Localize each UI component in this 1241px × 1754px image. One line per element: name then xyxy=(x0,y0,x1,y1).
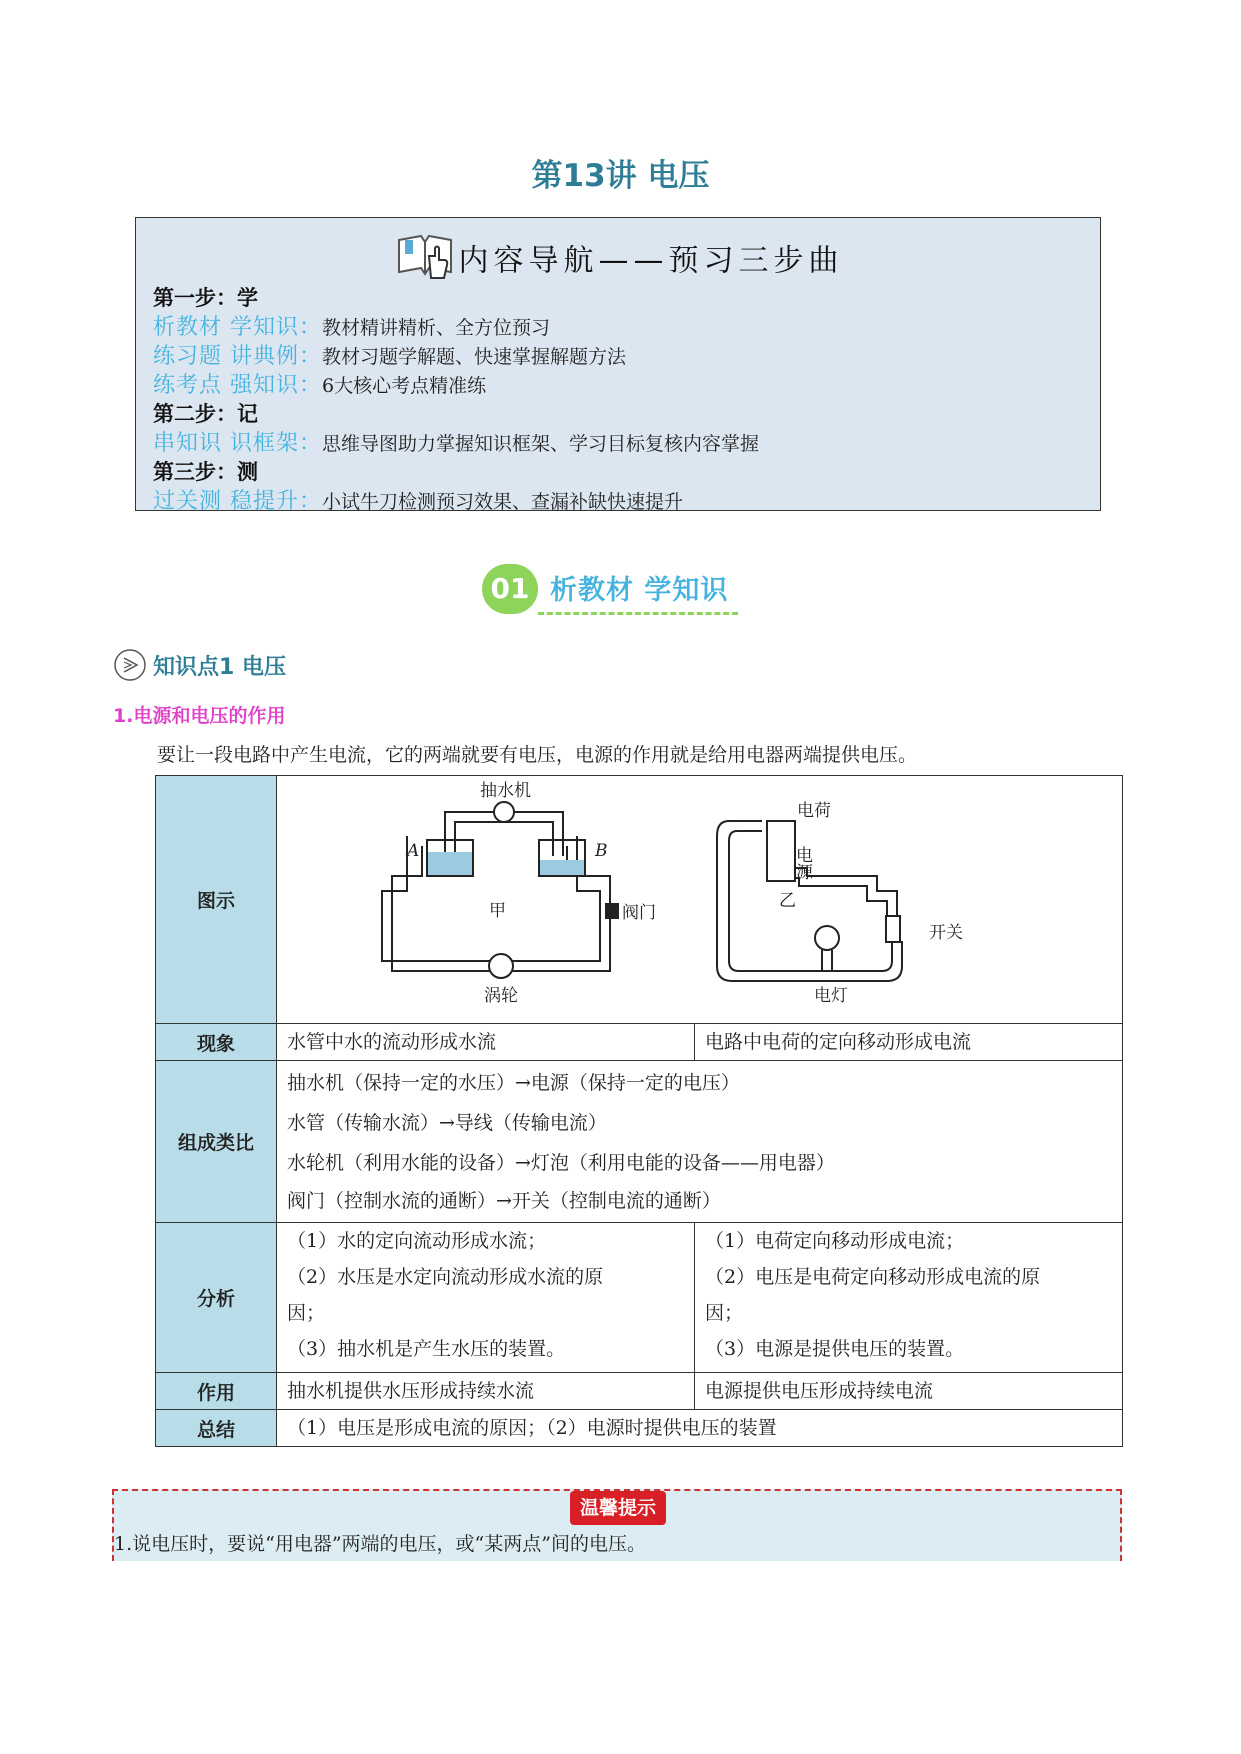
jia-label: 甲 xyxy=(489,901,506,921)
nav-desc: 思维导图助力掌握知识框架、学习目标复核内容掌握 xyxy=(322,433,760,455)
a-label: A xyxy=(407,841,420,861)
analysis-line: （3）电源是提供电压的装置。 xyxy=(705,1338,965,1360)
analysis-line: 因； xyxy=(705,1302,744,1324)
table-row-figure xyxy=(156,776,1123,1024)
function-left: 抽水机提供水压形成持续水流 xyxy=(277,1373,695,1410)
table-row-analysis xyxy=(156,1223,1123,1373)
switch-label: 开关 xyxy=(929,923,963,943)
analogy-line: 水管（传输水流）→导线（传输电流） xyxy=(287,1112,607,1134)
charge-label: 电荷 xyxy=(797,801,831,821)
nav-key: 练习题 讲典例： xyxy=(153,344,322,369)
nav-desc: 教材习题学解题、快速掌握解题方法 xyxy=(322,346,627,368)
circuit-analogy-figure xyxy=(277,776,1122,1022)
nav-key: 过关测 稳提升： xyxy=(153,489,322,514)
b-label: B xyxy=(595,841,608,861)
row-label-summary: 总结 xyxy=(156,1410,277,1447)
nav-line-2 xyxy=(153,342,1083,371)
source-label: 电源 xyxy=(792,846,812,880)
analysis-line: 因； xyxy=(287,1302,326,1324)
nav-line-4 xyxy=(153,429,1083,458)
lamp-label: 电灯 xyxy=(814,986,848,1006)
summary-cell: （1）电压是形成电流的原因；（2）电源时提供电压的装置 xyxy=(277,1410,1123,1447)
analysis-line: （2）水压是水定向流动形成水流的原 xyxy=(287,1266,604,1288)
arrow-circle-icon xyxy=(113,648,149,688)
row-label-analogy: 组成类比 xyxy=(156,1061,277,1223)
electric-circuit-diagram xyxy=(717,821,902,981)
phenomenon-left: 水管中水的流动形成水流 xyxy=(277,1024,695,1061)
yi-label: 乙 xyxy=(779,891,796,911)
section-number: 01 xyxy=(482,564,538,614)
knowledge-point-label: 知识点1 电压 xyxy=(153,655,286,680)
row-label-figure: 图示 xyxy=(156,776,277,1024)
function-right: 电源提供电压形成持续电流 xyxy=(695,1373,1123,1410)
analysis-left xyxy=(277,1223,695,1373)
intro-paragraph: 要让一段电路中产生电流，它的两端就要有电压，电源的作用就是给用电器两端提供电压。 xyxy=(157,744,918,766)
analogy-line: 抽水机（保持一定的水压）→电源（保持一定的电压） xyxy=(287,1072,740,1094)
pump-label: 抽水机 xyxy=(480,781,531,801)
row-label-function: 作用 xyxy=(156,1373,277,1410)
nav-line-5 xyxy=(153,487,1083,516)
step-one: 第一步：学 xyxy=(153,286,258,310)
analogy-line: 水轮机（利用水能的设备）→灯泡（利用电能的设备——用电器） xyxy=(287,1152,835,1174)
analysis-line: （2）电压是电荷定向移动形成电流的原 xyxy=(705,1266,1041,1288)
nav-desc: 6大核心考点精准练 xyxy=(322,375,487,397)
content-navigation-box xyxy=(135,217,1101,514)
section-badge xyxy=(482,560,762,620)
analogy-cell xyxy=(277,1061,1123,1223)
table-row-summary xyxy=(156,1410,1123,1447)
analysis-line: （1）水的定向流动形成水流； xyxy=(287,1230,547,1252)
analysis-line: （1）电荷定向移动形成电流； xyxy=(705,1230,965,1252)
step-three: 第三步：测 xyxy=(153,460,258,484)
analysis-right xyxy=(695,1223,1123,1373)
nav-heading-text: 内容导航——预习三步曲 xyxy=(458,243,844,279)
nav-lines xyxy=(153,284,1083,516)
turbine-label: 涡轮 xyxy=(484,986,518,1006)
water-circuit-diagram xyxy=(382,802,618,978)
comparison-table xyxy=(155,775,1123,1447)
nav-desc: 教材精讲精析、全方位预习 xyxy=(322,317,551,339)
nav-line-3 xyxy=(153,371,1083,400)
book-pointer-icon xyxy=(395,232,455,292)
row-label-analysis: 分析 xyxy=(156,1223,277,1373)
tip-box xyxy=(112,1489,1122,1561)
table-row-analogy xyxy=(156,1061,1123,1223)
nav-line-1 xyxy=(153,313,1083,342)
page-title: 第13讲 电压 xyxy=(531,158,710,194)
nav-heading xyxy=(136,232,1102,292)
analysis-line: （3）抽水机是产生水压的装置。 xyxy=(287,1338,566,1360)
nav-key: 串知识 识框架： xyxy=(153,431,322,456)
subheading: 1.电源和电压的作用 xyxy=(113,705,286,727)
tip-text: 1.说电压时，要说“用电器”两端的电压，或“某两点”间的电压。 xyxy=(114,1533,646,1555)
nav-desc: 小试牛刀检测预习效果、查漏补缺快速提升 xyxy=(322,491,684,513)
nav-key: 练考点 强知识： xyxy=(153,373,322,398)
figure-cell xyxy=(277,776,1123,1024)
row-label-phenomenon: 现象 xyxy=(156,1024,277,1061)
table-row-phenomenon xyxy=(156,1024,1123,1061)
section-underline xyxy=(538,612,738,615)
analogy-line: 阀门（控制水流的通断）→开关（控制电流的通断） xyxy=(287,1190,721,1212)
phenomenon-right: 电路中电荷的定向移动形成电流 xyxy=(695,1024,1123,1061)
table-row-function xyxy=(156,1373,1123,1410)
step-two: 第二步：记 xyxy=(153,402,258,426)
valve-label: 阀门 xyxy=(622,903,656,923)
nav-key: 析教材 学知识： xyxy=(153,315,322,340)
section-title: 析教材 学知识 xyxy=(550,575,729,606)
tip-badge: 温馨提示 xyxy=(570,1491,666,1525)
